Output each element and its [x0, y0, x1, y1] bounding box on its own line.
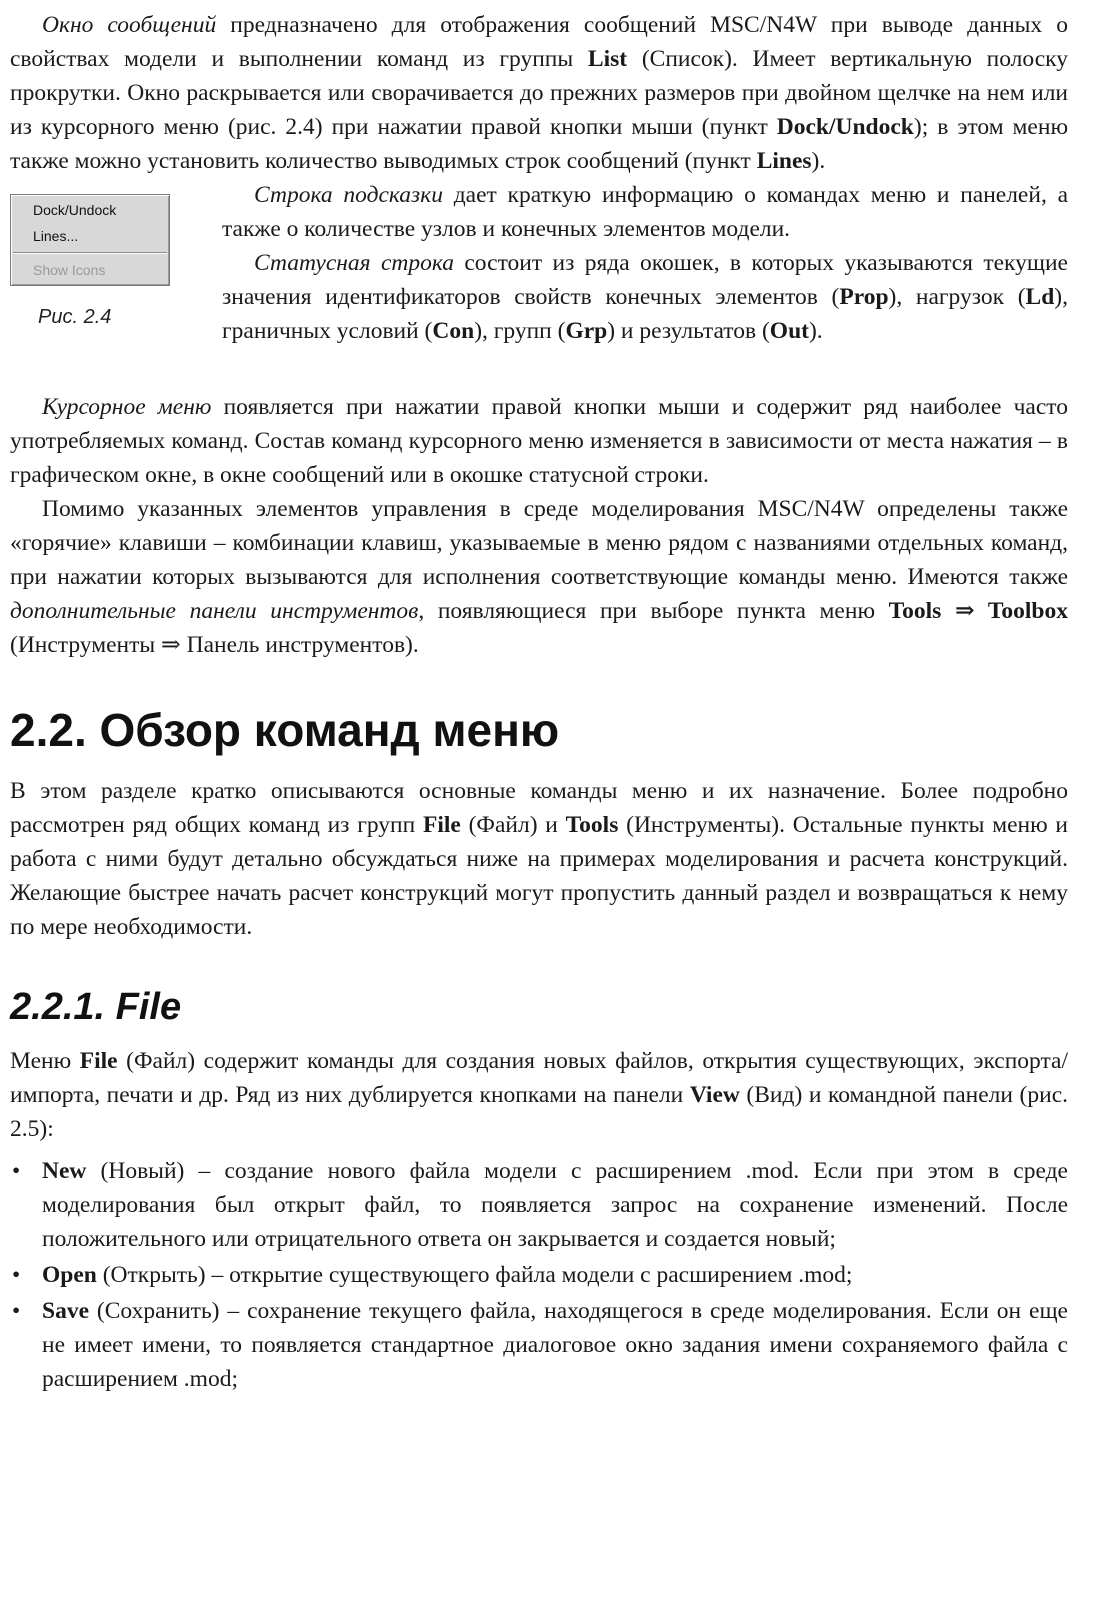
paragraph-status-line: Статусная строка состоит из ряда окошек, в которых указываются текущие значения идентификаторов свойств конечных элементов (Prop), нагрузок (Ld), граничных условий (Con), групп (Grp) и результатов (Out).: [222, 250, 1068, 344]
float-text: [222, 178, 1068, 348]
menu-ref-dock-undock: Dock/Undock: [776, 114, 914, 140]
document-page: [10, 8, 1068, 1398]
file-commands-list: [10, 1154, 1068, 1396]
paragraph-section-intro: В этом разделе кратко описываются основные команды меню и их назначение. Более подробно рассмотрен ряд общих команд из групп File (Файл) и Tools (Инструменты). Остальные пункты меню и работа с ними будут детально обсуждаться ниже на примерах моделирования и расчета конструкций. Желающие быстрее начать расчет конструкций могут пропустить данный раздел и возвращаться к нему по мере необходимости.: [10, 778, 1068, 940]
menu-ref-tools-toolbox: Tools ⇒ Toolbox: [888, 598, 1068, 624]
term-cursor-menu: Курсорное меню: [42, 394, 212, 420]
bullet-icon: •: [12, 1262, 21, 1288]
bullet-icon: •: [12, 1158, 21, 1184]
list-item: • New (Новый) – создание нового файла модели с расширением .mod. Если при этом в среде моделирования был открыт файл, то появляется запрос на сохранение изменений. После положительного или отрицательного ответа он закрывается и создается новый;: [10, 1154, 1068, 1256]
list-item: • Save (Сохранить) – сохранение текущего файла, находящегося в среде моделирования. Если он еще не имеет имени, то появляется стандартное диалоговое окно задания имени сохраняемого файла с расширением .mod;: [10, 1294, 1068, 1396]
paragraph-cursor-menu: Курсорное меню появляется при нажатии правой кнопки мыши и содержит ряд наиболее часто употребляемых команд. Состав команд курсорного меню изменяется в зависимости от места нажатия – в графическом окне, в окне сообщений или в окошке статусной строки.: [10, 394, 1069, 488]
term-toolbars: дополнительные панели инструментов: [10, 598, 419, 624]
figure-2-4: [10, 194, 170, 329]
term-status-line: Статусная строка: [254, 250, 455, 276]
menu-item-show-icons: Show Icons: [33, 262, 106, 278]
menu-item-dock-undock: Dock/Undock: [33, 202, 117, 218]
list-item: • Open (Открыть) – открытие существующего файла модели с расширением .mod;: [10, 1258, 1068, 1292]
paragraph-message-window: Окно сообщений предназначено для отображения сообщений MSC/N4W при выводе данных о свойствах модели и выполнении команд из группы List (Список). Имеет вертикальную полоску прокрутки. Окно раскрывается или сворачивается до прежних размеров при двойном щелчке на нем или из курсорного меню (рис. 2.4) при нажатии правой кнопки мыши (пункт Dock/Undock); в этом меню также можно установить количество выводимых строк сообщений (пункт Lines).: [10, 12, 1068, 174]
figure-with-text: [10, 178, 1068, 390]
paragraph-hint-line: Строка подсказки дает краткую информацию о командах меню и панелей, а также о количестве узлов и конечных элементов модели.: [222, 182, 1068, 242]
subsection-heading: 2.2.1. File: [10, 986, 182, 1028]
paragraph-file-menu: Меню File (Файл) содержит команды для создания новых файлов, открытия существующих, экспорта/импорта, печати и др. Ряд из них дублируется кнопками на панели View (Вид) и командной панели (рис. 2.5):: [10, 1048, 1069, 1142]
menu-separator: [13, 252, 167, 254]
figure-caption: Рис. 2.4: [38, 306, 112, 328]
term-message-window: Окно сообщений: [42, 12, 217, 38]
menu-ref-lines: Lines: [756, 148, 812, 174]
menu-item-lines: Lines...: [33, 228, 79, 244]
paragraph-hotkeys: Помимо указанных элементов управления в среде моделирования MSC/N4W определены также «горячие» клавиши – комбинации клавиш, указываемые в меню рядом с названиями отдельных команд, при нажатии которых вызываются для исполнения соответствующие команды меню. Имеются также дополнительные панели инструментов, появляющиеся при выборе пункта меню Tools ⇒ Toolbox (Инструменты ⇒ Панель инструментов).: [10, 496, 1068, 658]
bullet-icon: •: [12, 1298, 21, 1324]
menu-ref-list: List: [587, 46, 628, 72]
term-hint-line: Строка подсказки: [254, 182, 443, 208]
context-menu-image: [10, 194, 170, 286]
section-heading: 2.2. Обзор команд меню: [10, 704, 560, 756]
